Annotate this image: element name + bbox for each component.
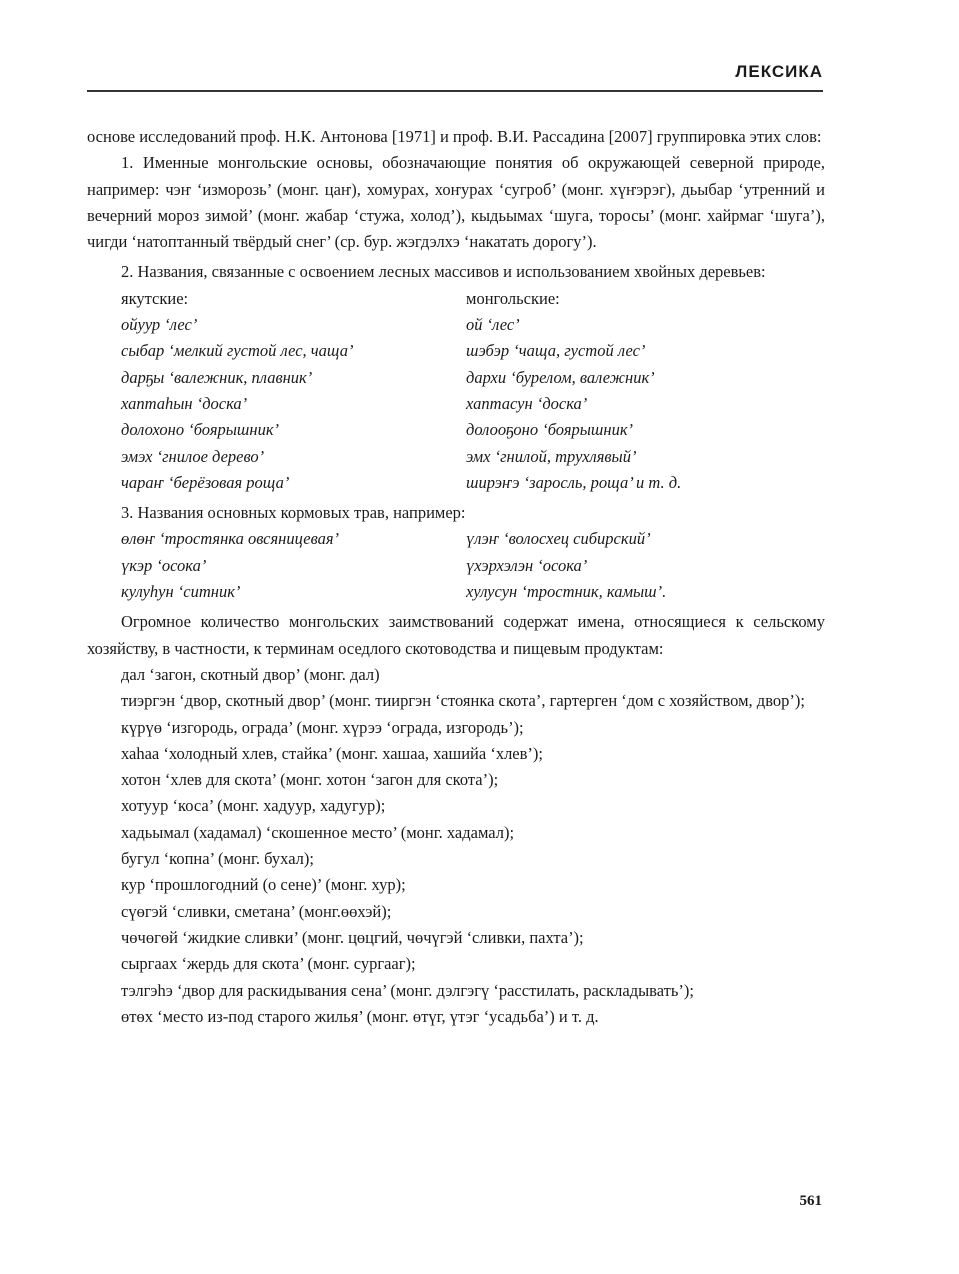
mongol-word: долооҕоно ‘боярышник’: [466, 420, 634, 440]
list-item: өтөх ‘место из-под старого жилья’ (монг. өтүг, үтэг ‘усадьба’) и т. д.: [121, 1006, 599, 1026]
list-item: сыргаах ‘жердь для скота’ (монг. сургааг);: [121, 954, 416, 974]
word-pair: [87, 365, 825, 391]
list-item: сүөгэй ‘сливки, сметана’ (монг.өөхэй);: [121, 901, 392, 921]
word-pair: [87, 338, 825, 364]
mongol-word: үхэрхэлэн ‘осока’: [466, 555, 588, 575]
list-item: дал ‘загон, скотный двор’ (монг. дал): [121, 664, 380, 684]
word-pair: [87, 553, 825, 579]
word-pair: [87, 579, 825, 605]
yakut-word: эмэх ‘гнилое дерево’: [121, 446, 265, 466]
body-text: [87, 124, 825, 1030]
header-title: ЛЕКСИКА: [735, 62, 823, 81]
intro-paragraph: основе исследований проф. Н.К. Антонова [1971] и проф. В.И. Рассадина [2007] группировка этих слов:: [87, 127, 822, 146]
mongol-word: үлэҥ ‘волосхец сибирский’: [466, 529, 651, 549]
agriculture-terms-list: [87, 662, 825, 1030]
list-item: хаһаа ‘холодный хлев, стайка’ (монг. хашаа, хашийа ‘хлев’);: [121, 743, 543, 763]
section-1-paragraph: 1. Именные монгольские основы, обозначающие понятия об окружающей северной природе, например: чэҥ ‘изморозь’ (монг. цаҥ), хомурах, хоҥурах ‘сугроб’ (монг. хүҥэрэг), дьыбар ‘утренний и вечерний мороз зимой’ (монг. жабар ‘стужа, холод’), кыдьымах ‘шуга, торосы’ (монг. хайрмаг ‘шуга’), чигди ‘натоптанный твёрдый снег’ (ср. бур. жэгдэлхэ ‘накатать дорогу’).: [87, 153, 825, 252]
paragraph-agriculture: Огромное количество монгольских заимствований содержат имена, относящиеся к сельскому хозяйству, в частности, к терминам оседлого скотоводства и пищевым продуктам:: [87, 612, 825, 658]
section-2-heading: 2. Названия, связанные с освоением лесных массивов и использованием хвойных деревьев:: [121, 262, 766, 282]
yakut-word: долохоно ‘боярышник’: [121, 420, 280, 440]
section-2-column-headers: [87, 286, 825, 312]
list-item: хотуур ‘коса’ (монг. хадуур, хадугур);: [121, 796, 386, 816]
list-item: тэлгэһэ ‘двор для раскидывания сена’ (монг. дэлгэгү ‘расстилать, раскладывать’);: [121, 980, 694, 1000]
yakut-word: өлөҥ ‘тростянка овсяницевая’: [121, 529, 340, 549]
mongol-column-header: монгольские:: [466, 288, 560, 308]
list-item: бугул ‘копна’ (монг. бухал);: [121, 849, 314, 869]
page-number: 561: [799, 1193, 822, 1209]
list-item: тиэргэн ‘двор, скотный двор’ (монг. тииргэн ‘стоянка скота’, гартерген ‘дом с хозяйством, двор’);: [121, 691, 805, 711]
mongol-word: хулусун ‘тростник, камыш’.: [466, 582, 667, 602]
list-item: чөчөгөй ‘жидкие сливки’ (монг. цөцгий, чөчүгэй ‘сливки, пахта’);: [121, 927, 584, 947]
word-pair: [87, 391, 825, 417]
yakut-word: ойуур ‘лес’: [121, 315, 198, 335]
list-item: күрүө ‘изгородь, ограда’ (монг. хүрээ ‘ограда, изгородь’);: [121, 717, 524, 737]
yakut-word: сыбар ‘мелкий густой лес, чаща’: [121, 341, 354, 361]
running-header: [87, 62, 823, 92]
mongol-word: шэбэр ‘чаща, густой лес’: [466, 341, 646, 361]
word-pair: [87, 526, 825, 552]
yakut-column-header: якутские:: [121, 288, 189, 308]
mongol-word: эмх ‘гнилой, трухлявый’: [466, 446, 637, 466]
word-pair: [87, 470, 825, 496]
section-3-heading: 3. Названия основных кормовых трав, например:: [121, 503, 466, 523]
word-pair: [87, 312, 825, 338]
word-pair: [87, 444, 825, 470]
yakut-word: дарҕы ‘валежник, плавник’: [121, 367, 313, 387]
yakut-word: хаптаһын ‘доска’: [121, 393, 248, 413]
yakut-word: үкэр ‘осока’: [121, 555, 207, 575]
mongol-word: ой ‘лес’: [466, 315, 520, 335]
mongol-word: ширэҥэ ‘заросль, роща’ и т. д.: [466, 472, 682, 492]
yakut-word: чараҥ ‘берёзовая роща’: [121, 472, 290, 492]
mongol-word: хаптасун ‘доска’: [466, 393, 588, 413]
list-item: хотон ‘хлев для скота’ (монг. хотон ‘загон для скота’);: [121, 770, 499, 790]
yakut-word: кулуһун ‘ситник’: [121, 582, 241, 602]
list-item: кур ‘прошлогодний (о сене)’ (монг. хур);: [121, 875, 406, 895]
mongol-word: дархи ‘бурелом, валежник’: [466, 367, 655, 387]
word-pair: [87, 417, 825, 443]
list-item: хадьымал (хадамал) ‘скошенное место’ (монг. хадамал);: [121, 822, 515, 842]
